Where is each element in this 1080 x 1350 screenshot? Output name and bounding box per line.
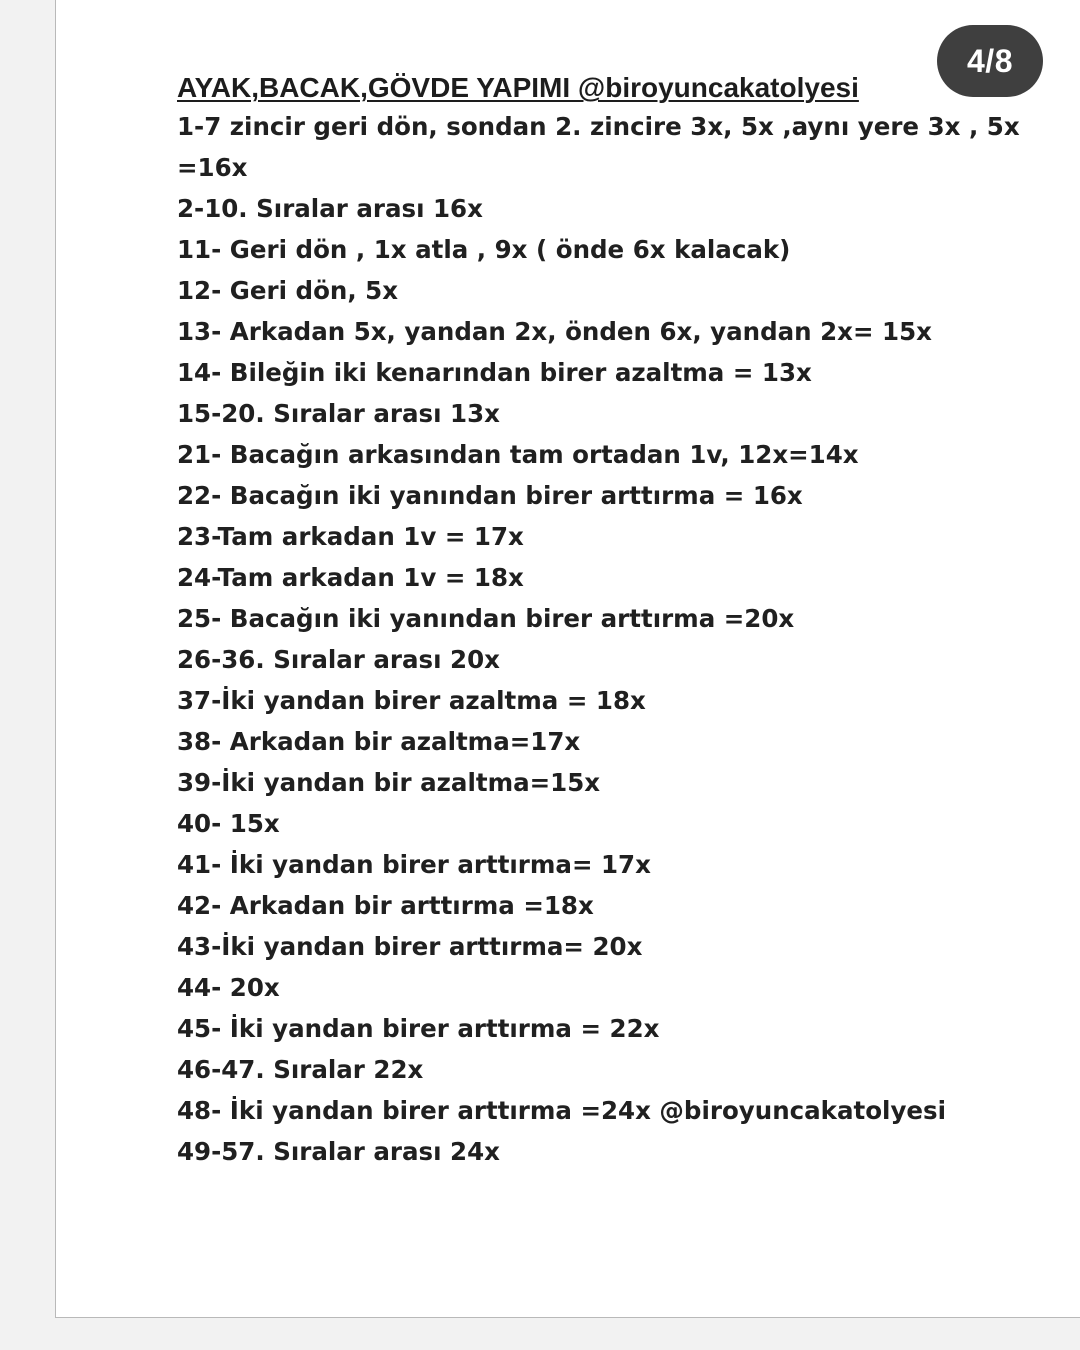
pattern-row: 2-10. Sıralar arası 16x xyxy=(177,194,483,223)
pattern-row: 48- İki yandan birer arttırma =24x @biroyuncakatolyesi xyxy=(177,1096,947,1125)
pattern-row: 43-İki yandan birer arttırma= 20x xyxy=(177,932,643,961)
pattern-row: 21- Bacağın arkasından tam ortadan 1v, 12x=14x xyxy=(177,440,859,469)
pattern-row: 11- Geri dön , 1x atla , 9x ( önde 6x kalacak) xyxy=(177,235,791,264)
pattern-row: 41- İki yandan birer arttırma= 17x xyxy=(177,850,651,879)
pattern-row: 42- Arkadan bir arttırma =18x xyxy=(177,891,594,920)
pattern-row: 45- İki yandan birer arttırma = 22x xyxy=(177,1014,660,1043)
pattern-row: 37-İki yandan birer azaltma = 18x xyxy=(177,686,646,715)
pattern-row: 15-20. Sıralar arası 13x xyxy=(177,399,500,428)
pattern-row: 22- Bacağın iki yanından birer arttırma = 16x xyxy=(177,481,803,510)
pattern-row: 26-36. Sıralar arası 20x xyxy=(177,645,500,674)
pattern-row: 49-57. Sıralar arası 24x xyxy=(177,1137,500,1166)
pattern-row: 40- 15x xyxy=(177,809,280,838)
pattern-row: 24-Tam arkadan 1v = 18x xyxy=(177,563,524,592)
pattern-row: =16x xyxy=(177,153,248,182)
pattern-row: 23-Tam arkadan 1v = 17x xyxy=(177,522,524,551)
pattern-row: 38- Arkadan bir azaltma=17x xyxy=(177,727,581,756)
pattern-row: 1-7 zincir geri dön, sondan 2. zincire 3x, 5x ,aynı yere 3x , 5x xyxy=(177,112,1020,141)
pattern-rows-list xyxy=(177,106,1020,1172)
document-title: AYAK,BACAK,GÖVDE YAPIMI @biroyuncakatolyesi xyxy=(177,72,859,103)
pattern-row: 46-47. Sıralar 22x xyxy=(177,1055,424,1084)
pattern-row: 12- Geri dön, 5x xyxy=(177,276,399,305)
pattern-row: 39-İki yandan bir azaltma=15x xyxy=(177,768,601,797)
pattern-row: 13- Arkadan 5x, yandan 2x, önden 6x, yandan 2x= 15x xyxy=(177,317,932,346)
pattern-row: 14- Bileğin iki kenarından birer azaltma = 13x xyxy=(177,358,812,387)
slide-counter-badge: 4/8 xyxy=(937,25,1043,97)
pattern-row: 44- 20x xyxy=(177,973,280,1002)
pattern-row: 25- Bacağın iki yanından birer arttırma =20x xyxy=(177,604,795,633)
